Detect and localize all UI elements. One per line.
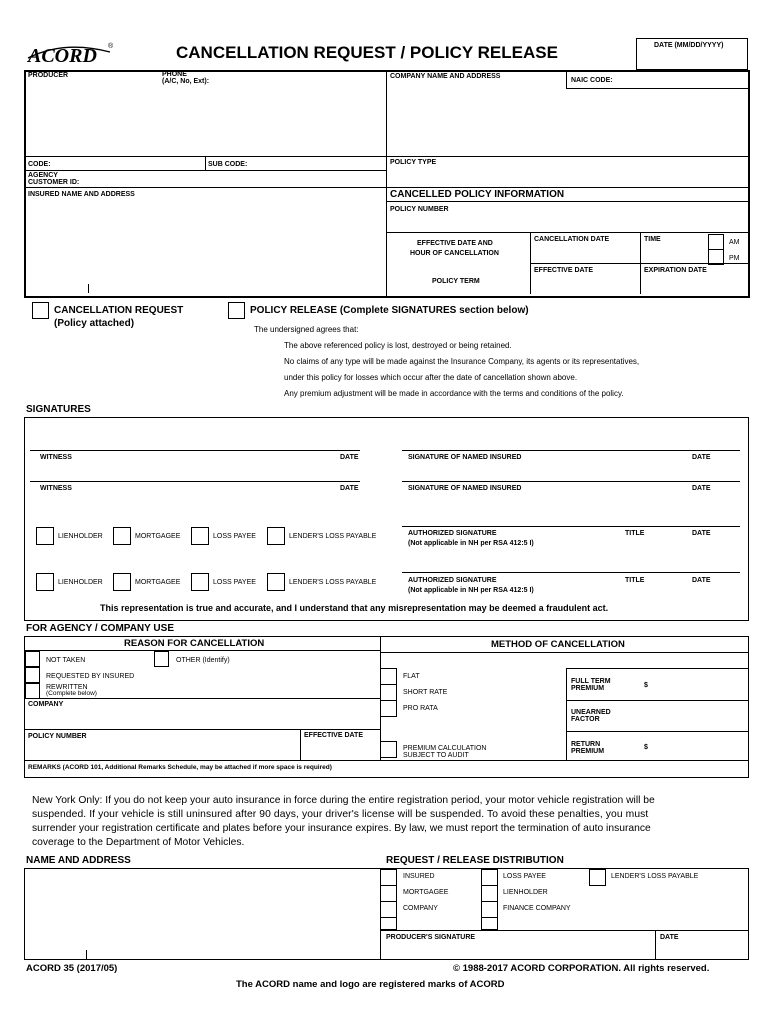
method-heading: METHOD OF CANCELLATION [491, 639, 625, 650]
loss-payee-label: LOSS PAYEE [213, 579, 256, 586]
ny-notice: surrender your registration certificate and plates before your insurance expires. By law, we must report the termination of auto insurance [32, 823, 651, 834]
policy-number-label: POLICY NUMBER [390, 206, 449, 213]
authorized-signature-label: AUTHORIZED SIGNATURE [408, 577, 497, 584]
witness-signature-line[interactable] [30, 430, 360, 450]
authorized-date-label: DATE [692, 530, 711, 537]
signatures-heading: SIGNATURES [26, 404, 91, 415]
mortgagee-label: MORTGAGEE [135, 533, 181, 540]
lienholder-label: LIENHOLDER [503, 889, 548, 896]
flat-checkbox[interactable] [380, 668, 397, 685]
policy-release-label: POLICY RELEASE (Complete SIGNATURES section below) [250, 305, 529, 316]
policy-number-input[interactable] [390, 214, 744, 230]
rewritten-checkbox[interactable] [25, 683, 40, 699]
title-label: TITLE [625, 577, 645, 584]
agency-use-heading: FOR AGENCY / COMPANY USE [26, 623, 174, 634]
named-insured-signature-label: SIGNATURE OF NAMED INSURED [408, 485, 522, 492]
producer-signature-field[interactable] [384, 942, 652, 958]
premium-calculation-label: PREMIUM CALCULATION [403, 745, 487, 752]
copyright: © 1988-2017 ACORD CORPORATION. All rights reserved. [453, 963, 710, 974]
subcode-label: SUB CODE: [208, 161, 248, 168]
premium-calculation-checkbox[interactable] [380, 741, 397, 758]
named-insured-signature-line[interactable] [402, 461, 740, 481]
full-term-dollar: $ [644, 682, 648, 689]
producer-signature-date-label: DATE [660, 934, 679, 941]
witness-label: WITNESS [40, 485, 72, 492]
name-address-heading: NAME AND ADDRESS [26, 855, 131, 866]
title-label: TITLE [625, 530, 645, 537]
agency-id-label-sub: CUSTOMER ID: [28, 179, 80, 186]
form-title: CANCELLATION REQUEST / POLICY RELEASE [176, 43, 558, 62]
return-dollar: $ [644, 744, 648, 751]
expiration-date-label: EXPIRATION DATE [644, 267, 707, 274]
premium-calculation-note: SUBJECT TO AUDIT [403, 752, 469, 759]
insured-checkbox[interactable] [380, 869, 397, 886]
loss-payee-checkbox[interactable] [191, 527, 209, 545]
agency-id-label: AGENCY [28, 172, 58, 179]
lienholder-label: LIENHOLDER [58, 533, 103, 540]
remarks-label: REMARKS (ACORD 101, Additional Remarks Schedule, may be attached if more space is required) [28, 764, 332, 771]
policy-type-label: POLICY TYPE [390, 159, 437, 166]
distribution-extra-checkbox[interactable] [481, 917, 498, 930]
lenders-loss-payable-checkbox[interactable] [267, 527, 285, 545]
named-insured-signature-label: SIGNATURE OF NAMED INSURED [408, 454, 522, 461]
lenders-loss-payable-checkbox[interactable] [267, 573, 285, 591]
effective-date-label: EFFECTIVE DATE [534, 267, 593, 274]
rewritten-label: REWRITTEN [46, 684, 88, 691]
finance-company-label: FINANCE COMPANY [503, 905, 571, 912]
unearned-factor-label: UNEARNED [571, 709, 611, 716]
witness-date-label: DATE [340, 485, 359, 492]
ny-notice: coverage to the Department of Motor Vehicles. [32, 837, 245, 848]
producer-field[interactable] [28, 88, 382, 154]
mortgagee-checkbox[interactable] [113, 527, 131, 545]
date-input[interactable] [640, 54, 744, 68]
distribution-heading: REQUEST / RELEASE DISTRIBUTION [386, 855, 564, 866]
mortgagee-checkbox[interactable] [113, 573, 131, 591]
witness-signature-line[interactable] [30, 461, 360, 481]
effective-date-label: EFFECTIVE DATE [304, 732, 363, 739]
svg-text:®: ® [108, 43, 114, 50]
agree-line: under this policy for losses which occur after the date of cancellation shown above. [284, 373, 578, 382]
acord-logo [24, 36, 116, 68]
authorized-date-label: DATE [692, 577, 711, 584]
naic-label: NAIC CODE: [571, 77, 613, 84]
named-insured-signature-line[interactable] [402, 430, 740, 450]
lienholder-checkbox[interactable] [481, 885, 498, 902]
phone-label: PHONE [162, 71, 187, 78]
date-label: DATE (MM/DD/YYYY) [654, 42, 724, 49]
name-address-field[interactable] [28, 872, 376, 956]
agree-line: No claims of any type will be made against the Insurance Company, its agents or its representatives, [284, 357, 640, 366]
distribution-extra-checkbox[interactable] [380, 917, 397, 930]
lenders-loss-payable-checkbox[interactable] [589, 869, 606, 886]
representation-statement: This representation is true and accurate, and I understand that any misrepresentation may be deemed a fraudulent act. [100, 603, 609, 613]
trademark-notice: The ACORD name and logo are registered marks of ACORD [236, 979, 505, 990]
insured-field[interactable] [28, 202, 382, 294]
agree-line: The above referenced policy is lost, destroyed or being retained. [284, 341, 512, 350]
cancellation-request-sub: (Policy attached) [54, 318, 135, 329]
producer-label: PRODUCER [28, 72, 69, 79]
other-label: OTHER (Identify) [176, 657, 230, 664]
requested-by-insured-label: REQUESTED BY INSURED [46, 673, 135, 680]
lienholder-label: LIENHOLDER [58, 579, 103, 586]
company-label: COMPANY NAME AND ADDRESS [390, 73, 501, 80]
code-label: CODE: [28, 161, 51, 168]
named-insured-date-label: DATE [692, 485, 711, 492]
producer-signature-label: PRODUCER'S SIGNATURE [386, 934, 476, 941]
lenders-loss-payable-label: LENDER'S LOSS PAYABLE [289, 579, 377, 586]
full-term-premium-label: FULL TERM [571, 678, 611, 685]
lienholder-checkbox[interactable] [36, 573, 54, 591]
phone-label-sub: (A/C, No, Ext): [162, 78, 210, 85]
logo-text: ACORD [28, 45, 97, 67]
loss-payee-checkbox[interactable] [481, 869, 498, 886]
mortgagee-label: MORTGAGEE [135, 579, 181, 586]
not-taken-checkbox[interactable] [25, 651, 40, 667]
reason-heading: REASON FOR CANCELLATION [124, 638, 265, 649]
company-field[interactable] [390, 90, 744, 154]
authorized-signature-note: (Not applicable in NH per RSA 412:5 I) [408, 587, 534, 594]
mortgagee-label: MORTGAGEE [403, 889, 449, 896]
rewritten-note: (Complete below) [46, 690, 97, 697]
ny-notice: New York Only: If you do not keep your auto insurance in force during the entire registration period, your motor vehicle registration will be [32, 795, 655, 806]
policy-release-checkbox[interactable] [228, 302, 245, 319]
insured-label: INSURED NAME AND ADDRESS [28, 191, 135, 198]
agree-intro: The undersigned agrees that: [254, 325, 359, 334]
authorized-signature-line[interactable] [402, 552, 740, 572]
full-term-premium-label-sub: PREMIUM [571, 685, 605, 692]
policy-term-label: POLICY TERM [432, 278, 480, 285]
form-id: ACORD 35 (2017/05) [26, 963, 118, 974]
requested-by-insured-checkbox[interactable] [25, 667, 40, 683]
witness-date-label: DATE [340, 454, 359, 461]
am-label: AM [729, 239, 740, 246]
lenders-loss-payable-label: LENDER'S LOSS PAYABLE [289, 533, 377, 540]
agree-line: Any premium adjustment will be made in accordance with the terms and conditions of the policy. [284, 389, 624, 398]
cancelled-policy-heading: CANCELLED POLICY INFORMATION [390, 189, 565, 200]
company-checkbox[interactable] [380, 901, 397, 918]
company-label: COMPANY [28, 701, 64, 708]
authorized-signature-line[interactable] [402, 506, 740, 526]
lienholder-checkbox[interactable] [36, 527, 54, 545]
loss-payee-label: LOSS PAYEE [213, 533, 256, 540]
witness-label: WITNESS [40, 454, 72, 461]
cancellation-request-checkbox[interactable] [32, 302, 49, 319]
not-taken-label: NOT TAKEN [46, 657, 86, 664]
flat-label: FLAT [403, 673, 420, 680]
finance-company-checkbox[interactable] [481, 901, 498, 918]
insured-label: INSURED [403, 873, 435, 880]
return-premium-label: RETURN [571, 741, 601, 748]
company-label: COMPANY [403, 905, 438, 912]
loss-payee-checkbox[interactable] [191, 573, 209, 591]
ny-notice: suspended. If your vehicle is still uninsured after 90 days, your driver's license will be suspended. To avoid these penalties, you must [32, 809, 649, 820]
cancellation-date-label: CANCELLATION DATE [534, 236, 610, 243]
loss-payee-label: LOSS PAYEE [503, 873, 546, 880]
return-premium-label-sub: PREMIUM [571, 748, 605, 755]
pro-rata-label: PRO RATA [403, 705, 438, 712]
cancellation-request-label: CANCELLATION REQUEST [54, 305, 184, 316]
authorized-signature-label: AUTHORIZED SIGNATURE [408, 530, 497, 537]
am-checkbox[interactable] [708, 234, 724, 250]
effective-hour-label: EFFECTIVE DATE AND [417, 240, 493, 247]
authorized-signature-note: (Not applicable in NH per RSA 412:5 I) [408, 540, 534, 547]
pm-label: PM [729, 255, 740, 262]
lenders-loss-payable-label: LENDER'S LOSS PAYABLE [611, 873, 699, 880]
short-rate-label: SHORT RATE [403, 689, 448, 696]
effective-hour-label-sub: HOUR OF CANCELLATION [410, 250, 499, 257]
unearned-factor-label-sub: FACTOR [571, 716, 600, 723]
named-insured-date-label: DATE [692, 454, 711, 461]
policy-number-label: POLICY NUMBER [28, 733, 87, 740]
short-rate-checkbox[interactable] [380, 684, 397, 701]
other-checkbox[interactable] [154, 651, 169, 667]
pro-rata-checkbox[interactable] [380, 700, 397, 717]
time-label: TIME [644, 236, 661, 243]
mortgagee-checkbox[interactable] [380, 885, 397, 902]
